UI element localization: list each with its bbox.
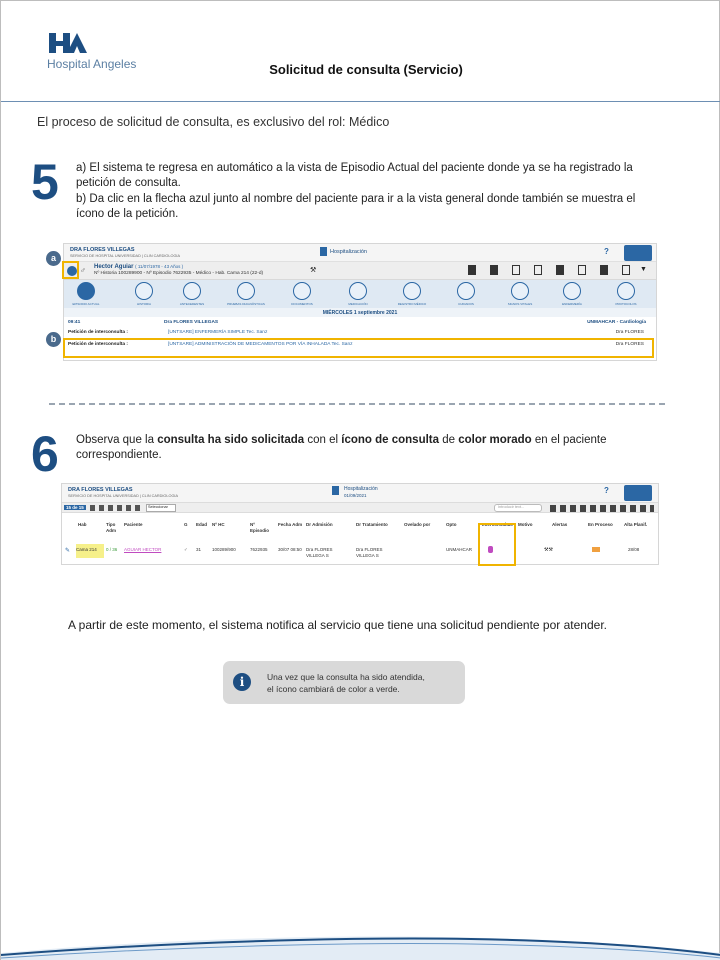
nav-icon-registro xyxy=(403,282,421,300)
nav-enfermeria[interactable] xyxy=(550,282,594,306)
request-desc[interactable]: [UNTSARE] ENFERMERÍA SIMPLE Tec. Sanz xyxy=(168,330,268,335)
toolbar-icon-5[interactable] xyxy=(556,265,564,275)
toolbar-icon-8[interactable] xyxy=(622,265,630,275)
episode-nav xyxy=(64,280,656,308)
step-6-text-part: con el xyxy=(304,434,342,446)
table-header xyxy=(62,522,658,540)
nav-label: PRUEBAS DIAGNÓSTICAS xyxy=(227,302,265,306)
nav-icon-antecedentes xyxy=(183,282,201,300)
nav-icon-documentos xyxy=(293,282,311,300)
tools-icon[interactable]: ⚒ xyxy=(310,267,317,274)
nav-antecedentes[interactable] xyxy=(170,282,214,306)
col-header[interactable]: En Proceso xyxy=(588,522,613,527)
request-author: Dra FLORES xyxy=(615,342,644,347)
nav-medicacion[interactable] xyxy=(336,282,380,306)
step-6-bold-1: consulta ha sido solicitada xyxy=(157,434,305,446)
patient-age: ( 11/07/1978 - 43 Años ) xyxy=(135,264,184,269)
col-header[interactable]: G xyxy=(184,522,188,527)
action-icons[interactable] xyxy=(550,505,654,512)
footer-wave-decoration xyxy=(1,929,720,960)
col-header[interactable]: Ovelado por xyxy=(404,522,431,527)
edit-icon[interactable]: ✎ xyxy=(65,548,71,554)
col-header[interactable]: Motivo xyxy=(518,522,533,527)
cell-tipo: 0 / 36 xyxy=(106,547,118,552)
table-row[interactable] xyxy=(62,544,658,556)
episode-unit: UNMAHCAR - Cardiología xyxy=(587,320,646,325)
col-header[interactable]: Dr Admisión xyxy=(306,522,333,527)
back-arrow-highlight xyxy=(62,261,79,279)
user-name: DRA FLORES VILLEGAS xyxy=(70,247,135,253)
cell-dr-admision: Dra FLORES VILLEGA S xyxy=(306,547,333,558)
info-icon: i xyxy=(233,673,251,691)
col-header[interactable]: Nº HC xyxy=(212,522,225,527)
cell-dr-tratamiento: Dra FLORES VILLEGA S xyxy=(356,547,383,558)
sort-row xyxy=(62,513,658,522)
col-header[interactable]: Opto xyxy=(446,522,457,527)
process-icon xyxy=(592,547,600,552)
cell-hc: 100289/900 xyxy=(212,547,236,552)
step-6-text-part: de xyxy=(439,434,459,446)
nav-episodio-actual[interactable] xyxy=(64,282,108,306)
info-note-text: Una vez que la consulta ha sido atendida, el ícono cambiará de color a verde. xyxy=(267,672,425,694)
cell-edad: 31 xyxy=(196,547,202,552)
patient-list-screenshot xyxy=(61,483,659,565)
ech-logo-icon xyxy=(624,485,652,501)
help-icon[interactable]: ? xyxy=(604,247,609,256)
user-service: SERVICIO DE HOSPITAL UNIVERSIDAD | CLIN CARDIOLOGIA xyxy=(68,494,178,498)
toolbar-icon-1[interactable] xyxy=(468,265,476,275)
col-header[interactable]: Nº Episodio xyxy=(250,522,269,533)
intro-text: El proceso de solicitud de consulta, es exclusivo del rol: Médico xyxy=(37,115,390,129)
title-divider xyxy=(1,101,720,102)
record-count: 15 de 15 xyxy=(66,505,84,510)
step-6-text-part: en el paciente correspondiente. xyxy=(76,434,607,461)
toolbar-icon-3[interactable] xyxy=(512,265,520,275)
step-5-number: 5 xyxy=(31,154,59,210)
user-service: SERVICIO DE HOSPITAL UNIVERSIDAD | CLIN CARDIOLOGIA xyxy=(70,254,180,258)
callout-badge-a: a xyxy=(46,251,61,266)
cell-paciente[interactable]: AGUIAR HECTOR xyxy=(124,547,162,552)
cell-hab: Cama 214 xyxy=(76,544,104,558)
filter-icon[interactable]: ▼ xyxy=(640,266,647,273)
col-header[interactable]: Hab xyxy=(78,522,87,527)
toolbar-icon-7[interactable] xyxy=(600,265,608,275)
step-6-bold-2: ícono de consulta xyxy=(341,434,440,446)
step-6-text-part: Observa que la xyxy=(76,434,158,446)
callout-badge-b: b xyxy=(46,332,61,347)
patient-info: Nº Historia 100289900 - Nº Episodio 7622935 - Médico - Hab. Cama 214 (22-d) xyxy=(94,271,264,276)
step-5-line-a: a) El sistema te regresa en automático a la vista de Episodio Actual del paciente donde ya se ha registrado la petición de consulta. xyxy=(76,162,633,189)
cell-fecha: 30/07 08:50 xyxy=(278,547,302,552)
episode-time: 09:41 xyxy=(68,320,81,325)
col-header[interactable]: Edad xyxy=(196,522,208,527)
step-5-line-b: b) Da clic en la flecha azul junto al nombre del paciente para ir a la vista general donde también se muestra el ícono de la petición. xyxy=(76,193,636,220)
toolbar-icon-4[interactable] xyxy=(534,265,542,275)
request-desc[interactable]: [UNTSARE] ADMINISTRACIÓN DE MEDICAMENTOS POR VÍA INHALADA Tec. Sanz xyxy=(168,342,353,347)
ech-logo-icon xyxy=(624,245,652,261)
section-divider xyxy=(49,403,665,405)
list-toolbar xyxy=(62,502,658,513)
request-label: Petición de interconsulta : xyxy=(68,342,128,347)
info-note xyxy=(223,661,465,704)
nav-icon-protocolos xyxy=(617,282,635,300)
nav-label: DOCUMENTOS xyxy=(291,302,313,306)
nav-label: MEDICACIÓN xyxy=(348,302,368,306)
nav-label: ANTECEDENTES xyxy=(179,302,205,306)
nav-label: ENFERMERÍA xyxy=(562,302,582,306)
patient-name-text[interactable]: Hector Aguiar xyxy=(94,264,134,270)
user-name: DRA FLORES VILLEGAS xyxy=(68,487,133,493)
nav-documentos[interactable] xyxy=(280,282,324,306)
filter-select[interactable]: Seleccionar xyxy=(146,504,176,512)
logo-mark-icon xyxy=(49,31,89,55)
nav-label: SIGNOS VITALES xyxy=(507,302,533,306)
step-6-text xyxy=(76,433,656,463)
app-header xyxy=(64,244,656,262)
col-header[interactable]: Tipo Adm xyxy=(106,522,116,533)
col-header[interactable]: Interconsultas xyxy=(482,522,513,527)
building-icon xyxy=(320,247,327,256)
building-icon xyxy=(332,486,339,495)
nav-icon-pruebas xyxy=(237,282,255,300)
nav-icon-medicacion xyxy=(349,282,367,300)
request-label: Petición de interconsulta : xyxy=(68,330,128,335)
col-header[interactable]: Paciente xyxy=(124,522,143,527)
male-icon: ♂ xyxy=(80,266,86,275)
alert-tools-icon: ⚒⚒ xyxy=(544,547,553,553)
nav-label: HISTORIA xyxy=(136,302,152,306)
episode-date: MIÉRCOLES 1 septiembre 2021 xyxy=(64,308,656,317)
nav-label: PROTOCOLOS xyxy=(615,302,637,306)
col-header[interactable]: Alta Planif. xyxy=(624,522,648,527)
cell-opto: UNMAHCAR xyxy=(446,547,473,552)
toolbar-icon-6[interactable] xyxy=(578,265,586,275)
cell-episodio: 7622935 xyxy=(250,547,268,552)
patient-name[interactable] xyxy=(94,264,183,270)
request-row-highlight xyxy=(63,338,654,358)
nav-cuidados[interactable] xyxy=(444,282,488,306)
notification-text: A partir de este momento, el sistema notifica al servicio que tiene una solicitud pendiente por atender. xyxy=(68,618,607,632)
nav-icon-episodio xyxy=(77,282,95,300)
module-title: Hospitalización xyxy=(330,249,367,255)
nav-label: REGISTRO MÉDICO xyxy=(397,302,427,306)
episode-doctor: Dra FLORES VILLEGAS xyxy=(164,320,219,325)
nav-pruebas[interactable] xyxy=(224,282,268,306)
nav-protocolos[interactable] xyxy=(604,282,648,306)
search-input[interactable]: Introducir text... xyxy=(494,504,542,512)
help-icon[interactable]: ? xyxy=(604,486,609,495)
toolbar-icons xyxy=(468,265,648,277)
step-6-number: 6 xyxy=(31,426,59,482)
nav-registro[interactable] xyxy=(390,282,434,306)
nav-signos[interactable] xyxy=(498,282,542,306)
module-date: 01/09/2021 xyxy=(344,493,367,498)
nav-icon-cuidados xyxy=(457,282,475,300)
nav-label: EPISODIO ACTUAL xyxy=(72,302,100,306)
nav-historia[interactable] xyxy=(122,282,166,306)
module-title: Hospitalización xyxy=(344,486,378,492)
page-title: Solicitud de consulta (Servicio) xyxy=(269,62,463,77)
cell-genero: ♂ xyxy=(184,547,188,552)
cell-alta: 28/08 xyxy=(628,547,640,552)
logo-text: Hospital Angeles xyxy=(47,57,137,71)
view-icons[interactable] xyxy=(90,505,140,511)
step-6-bold-3: color morado xyxy=(458,434,532,446)
request-row[interactable] xyxy=(66,328,654,338)
nav-icon-enfermeria xyxy=(563,282,581,300)
toolbar-icon-2[interactable] xyxy=(490,265,498,275)
request-author: Dra FLORES xyxy=(615,330,644,335)
col-header[interactable]: Dr Tratamiento xyxy=(356,522,388,527)
col-header[interactable]: Alertas xyxy=(552,522,568,527)
patient-banner xyxy=(64,262,656,280)
col-header[interactable]: Fecha Adm xyxy=(278,522,303,527)
nav-label: CUIDADOS xyxy=(458,302,474,306)
nav-icon-historia xyxy=(135,282,153,300)
nav-icon-signos xyxy=(511,282,529,300)
app-header xyxy=(62,484,658,502)
consult-icon-highlight xyxy=(478,523,516,566)
